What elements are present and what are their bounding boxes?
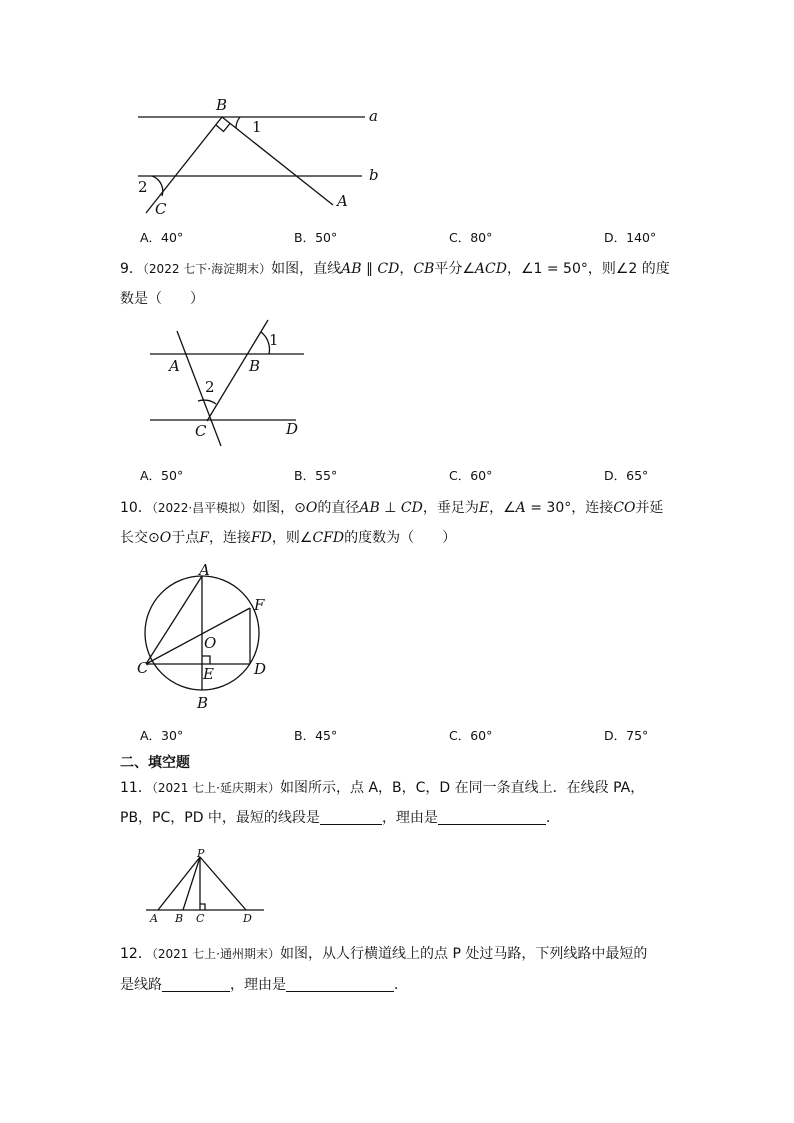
- q8-option-b[interactable]: B．50°: [294, 230, 338, 245]
- q9-option-d[interactable]: D．65°: [604, 468, 649, 483]
- q11-text-a: PB，PC，PD 中，最短的线段是: [120, 810, 320, 826]
- q10-math-A: A: [515, 500, 526, 516]
- q8-label-A: A: [337, 192, 348, 210]
- q10-option-d[interactable]: D．75°: [604, 728, 649, 743]
- q10-label-B: B: [197, 694, 209, 712]
- q10-label-E: E: [203, 665, 214, 683]
- q9-number: 9．: [120, 261, 143, 277]
- q10-text-a: 如图，⊙: [252, 500, 306, 516]
- q9-source: （2022 七下·海淀期末）: [142, 262, 272, 276]
- q10-math-CD: CD: [400, 500, 423, 516]
- q10-math-CFD: CFD: [312, 530, 345, 546]
- section-title-fill-blank: 二、填空题: [120, 755, 190, 771]
- q12-text-b: ，理由是: [230, 977, 286, 993]
- q9-math-AB: AB: [341, 261, 362, 277]
- q10-math-FD: FD: [250, 530, 272, 546]
- q12-text-a: 是线路: [120, 977, 162, 993]
- q12-text: 如图，从人行横道线上的点 P 处过马路，下列线路中最短的: [280, 946, 648, 962]
- q10-text-b: 的直径: [317, 500, 360, 516]
- q9-comma: ，: [399, 261, 414, 277]
- q10-text-j: ，则∠: [271, 530, 313, 546]
- q9-parallel: ∥: [361, 261, 378, 277]
- q9-text: 如图，直线: [271, 261, 342, 277]
- q11-label-D: D: [243, 912, 252, 925]
- q8-label-2: 2: [138, 178, 148, 196]
- q9-option-a[interactable]: A．50°: [140, 468, 184, 483]
- q8-label-1: 1: [252, 118, 262, 136]
- q10-text-e: = 30°，连接: [525, 500, 614, 516]
- q11-label-B: B: [175, 912, 184, 925]
- q12-text-line1: [120, 945, 647, 963]
- q11-label-P: P: [197, 847, 205, 860]
- q10-label-O: O: [204, 634, 217, 652]
- q10-text-i: ，连接: [208, 530, 251, 546]
- q8-label-b: b: [369, 166, 379, 184]
- q9-math-ACD: ACD: [474, 261, 507, 277]
- q9-label-1: 1: [269, 331, 279, 349]
- right-angle-mark: [200, 904, 205, 910]
- segment-PA: [158, 857, 200, 910]
- q9-option-b[interactable]: B．55°: [294, 468, 338, 483]
- segment-PD: [200, 857, 246, 910]
- q10-perp: ⊥: [379, 500, 401, 516]
- q10-source: （2022·昌平模拟）: [151, 501, 253, 515]
- q10-option-a[interactable]: A．30°: [140, 728, 184, 743]
- q10-text-k: 的度数为（ ）: [344, 530, 457, 546]
- q10-label-A: A: [199, 561, 210, 579]
- q9-option-c[interactable]: C．60°: [449, 468, 493, 483]
- q9-label-C: C: [195, 422, 207, 440]
- q12-source: （2021 七上·通州期末）: [151, 947, 280, 961]
- q12-text-c: ．: [394, 977, 408, 993]
- q10-math-O: O: [305, 500, 318, 516]
- q10-math-O2: O: [159, 530, 172, 546]
- q9-label-B: B: [249, 357, 261, 375]
- q11-text: 如图所示，点 A，B，C，D 在同一条直线上．在线段 PA，: [280, 780, 645, 796]
- q9-label-A: A: [169, 357, 180, 375]
- q8-label-B: B: [216, 96, 228, 114]
- q10-label-C: C: [137, 659, 149, 677]
- q10-option-c[interactable]: C．60°: [449, 728, 493, 743]
- q9-text-line2: 数是（ ）: [120, 291, 204, 307]
- q10-text-d: ，∠: [489, 500, 516, 516]
- q9-math-CB: CB: [413, 261, 435, 277]
- q8-label-a: a: [369, 107, 378, 125]
- q11-label-A: A: [150, 912, 158, 925]
- q8-label-C: C: [155, 200, 167, 218]
- q12-text-line2: [120, 976, 408, 994]
- q8-option-c[interactable]: C．80°: [449, 230, 493, 245]
- q10-math-CO: CO: [613, 500, 636, 516]
- q8-option-d[interactable]: D．140°: [604, 230, 657, 245]
- q10-number: 10．: [120, 500, 152, 516]
- q10-math-AB: AB: [359, 500, 380, 516]
- q12-number: 12．: [120, 946, 152, 962]
- q9-math-CD: CD: [377, 261, 400, 277]
- q10-label-D: D: [254, 660, 267, 678]
- q10-label-F: F: [254, 596, 265, 614]
- q12-answer-blank-1[interactable]: [162, 977, 230, 992]
- q9-text-tail: ，∠1 = 50°，则∠2 的度: [506, 261, 670, 277]
- q11-source: （2021 七上·延庆期末）: [151, 781, 280, 795]
- q10-math-F: F: [199, 530, 209, 546]
- q10-option-b[interactable]: B．45°: [294, 728, 338, 743]
- q11-label-C: C: [196, 912, 205, 925]
- segment-PB: [183, 857, 200, 910]
- q10-text-g: 长交⊙: [120, 530, 160, 546]
- q10-text-c: ，垂足为: [422, 500, 479, 516]
- q8-option-a[interactable]: A．40°: [140, 230, 184, 245]
- q10-text-h: 于点: [171, 530, 200, 546]
- q9-label-D: D: [286, 420, 299, 438]
- q9-label-2: 2: [205, 378, 215, 396]
- q10-text-f: 并延: [635, 500, 664, 516]
- q11-text-c: ．: [545, 810, 560, 826]
- q11-text-b: ，理由是: [381, 810, 438, 826]
- q10-math-E: E: [478, 500, 490, 516]
- q12-answer-blank-2[interactable]: [286, 977, 394, 992]
- q11-number: 11．: [120, 780, 152, 796]
- q9-bisect: 平分∠: [434, 261, 475, 277]
